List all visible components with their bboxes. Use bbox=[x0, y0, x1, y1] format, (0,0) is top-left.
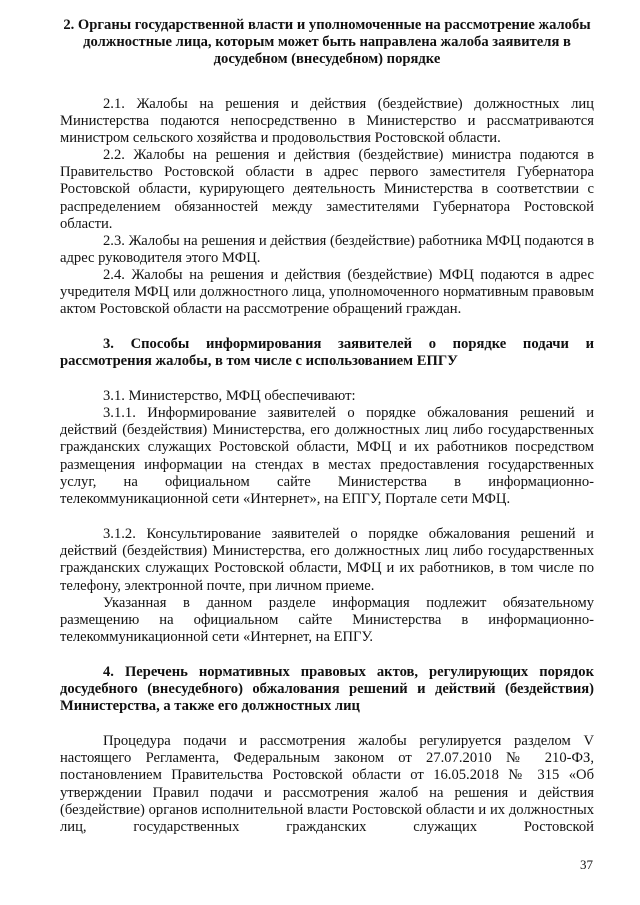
section-3-paragraph-3-1: 3.1. Министерство, МФЦ обеспечивают: bbox=[103, 388, 356, 404]
section-3-paragraph-3-1-1: 3.1.1. Информирование заявителей о порядке обжалования решений и действий (бездействия) Министерства, его должностных лиц либо государственных гражданских служащих Ростовской области, МФЦ и их работников посредством размещения информации на стендах в местах предоставления государственных услуг, на официальном сайте Министерства в информационно-телекоммуникационной сети «Интернет», на ЕПГУ, Портале сети МФЦ. bbox=[60, 405, 594, 508]
section-2-heading: 2. Органы государственной власти и уполномоченные на рассмотрение жалобы должностные лица, которым может быть направлена жалоба заявителя в досудебном (внесудебном) порядке bbox=[63, 17, 591, 68]
section-4-heading bbox=[60, 664, 594, 716]
section-4-heading-line-1: 4. Перечень нормативных правовых актов, регулирующих порядок bbox=[103, 664, 594, 680]
page-number: 37 bbox=[580, 857, 593, 872]
section-2-paragraph-2-3: 2.3. Жалобы на решения и действия (бездействие) работника МФЦ подаются в адрес руководителя этого МФЦ. bbox=[60, 233, 594, 267]
section-3-paragraph-3-1-2: 3.1.2. Консультирование заявителей о порядке обжалования решений и действий (бездействия) Министерства, его должностных лиц либо государственных гражданских служащих Ростовской области, МФЦ и их работников, в том числе по телефону, электронной почте, при личном приеме. bbox=[60, 526, 594, 594]
section-3-paragraph-info: Указанная в данном разделе информация подлежит обязательному размещению на официальном сайте Министерства в информационно-телекоммуникационной сети «Интернет, на ЕПГУ. bbox=[60, 595, 594, 646]
section-4-heading-line-3: Министерства, а также его должностных лиц bbox=[60, 698, 360, 715]
section-3-heading-line-1: 3. Способы информирования заявителей о порядке подачи и bbox=[103, 336, 594, 352]
section-4-heading-line-2: досудебного (внесудебного) обжалования решений и действий (бездействия) bbox=[60, 681, 594, 698]
section-3-heading-line-2: рассмотрения жалобы, в том числе с использованием ЕПГУ bbox=[60, 353, 458, 370]
section-4-paragraph-procedure: Процедура подачи и рассмотрения жалобы регулируется разделом V настоящего Регламента, Федеральным законом от 27.07.2010 № 210-ФЗ, постановлением Правительства Ростовской области от 16.05.2018 № 315 «Об утверждении Правил подачи и рассмотрения жалоб на решения и действия (бездействие) органов исполнительной власти Ростовской области и их должностных лиц, государственных гражданских служащих Ростовской bbox=[60, 733, 594, 836]
section-3-heading bbox=[60, 336, 594, 370]
section-2-paragraph-2-1: 2.1. Жалобы на решения и действия (бездействие) должностных лиц Министерства подаются непосредственно в Министерство и рассматриваются министром сельского хозяйства и продовольствия Ростовской области. bbox=[60, 96, 594, 147]
section-2-paragraph-2-2: 2.2. Жалобы на решения и действия (бездействие) министра подаются в Правительство Ростовской области в адрес первого заместителя Губернатора Ростовской области, курирующего деятельность Министерства в соответствии с распределением обязанностей между заместителями Губернатора Ростовской области. bbox=[60, 147, 594, 232]
section-2-paragraph-2-4: 2.4. Жалобы на решения и действия (бездействие) МФЦ подаются в адрес учредителя МФЦ или должностного лица, уполномоченного нормативным правовым актом Ростовской области на рассмотрение обращений граждан. bbox=[60, 267, 594, 318]
